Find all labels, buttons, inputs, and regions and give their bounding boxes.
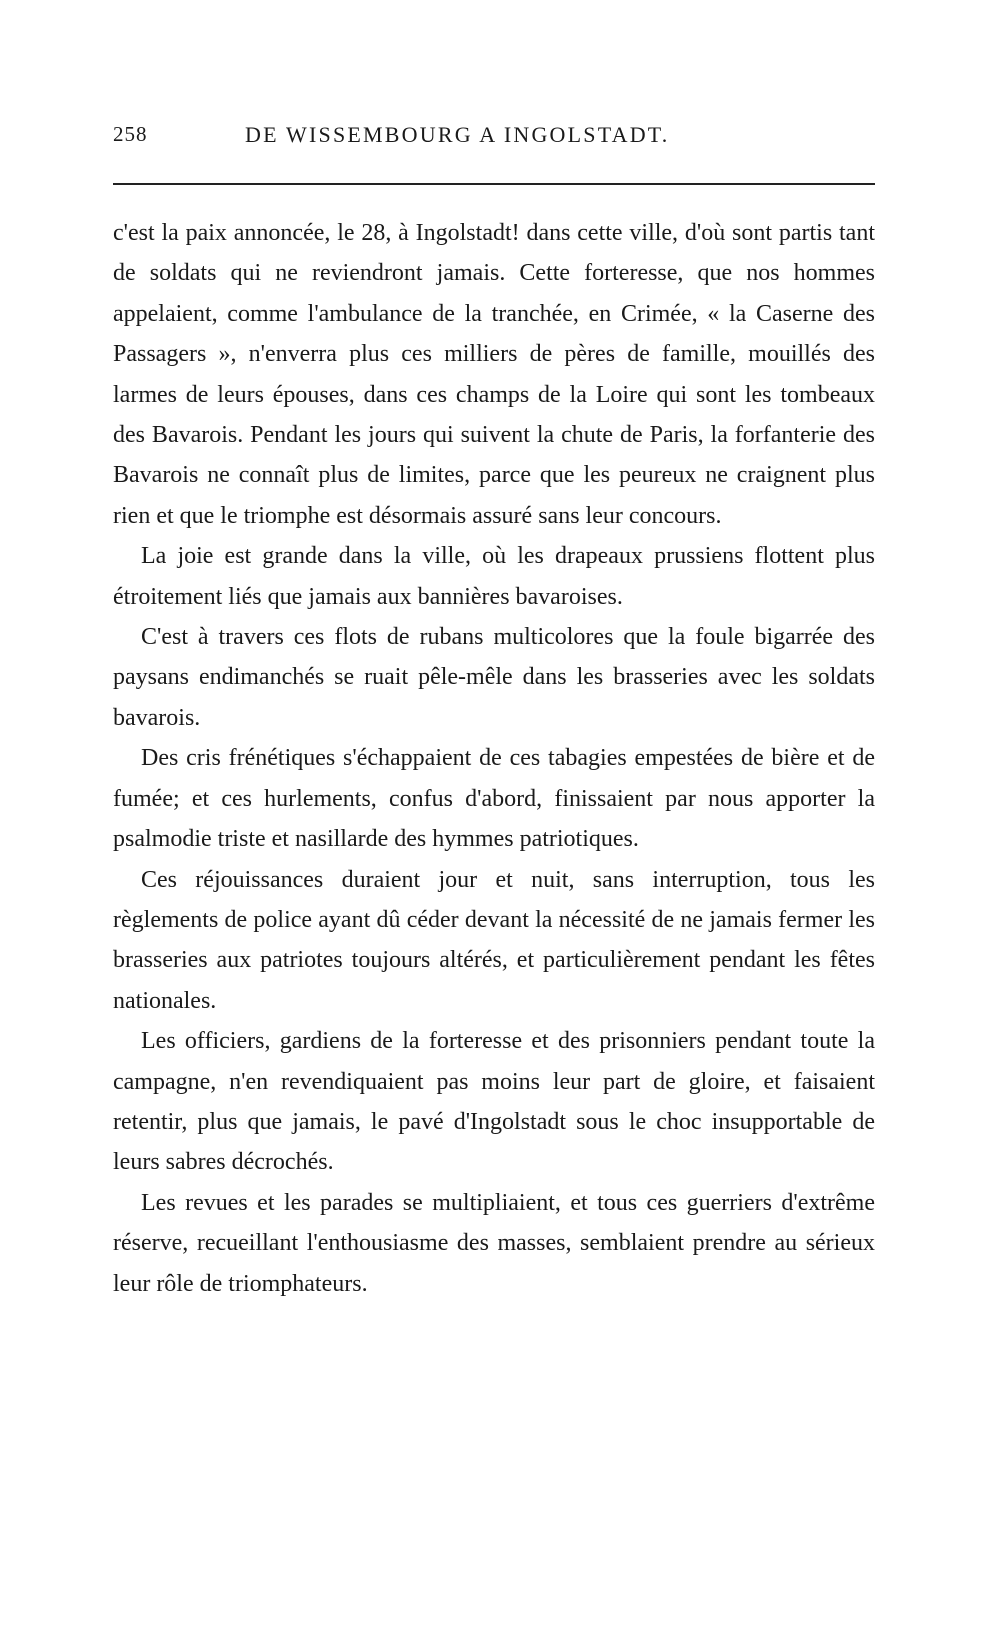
page-number: 258 bbox=[113, 122, 148, 146]
paragraph-2: La joie est grande dans la ville, où les drapeaux prussiens flottent plus étroitement liés que jamais aux bannières bavaroises. bbox=[113, 543, 875, 610]
paragraph-6: Les officiers, gardiens de la forteresse et des prisonniers pendant toute la campagne, n'en revendiquaient pas moins leur part de gloire, et faisaient retentir, plus que jamais, le pavé d'Ingolstadt sous le choc insupportable de leurs sabres décrochés. bbox=[113, 1028, 875, 1176]
body-text bbox=[113, 213, 875, 1304]
paragraph-7: Les revues et les parades se multipliaient, et tous ces guerriers d'extrême réserve, recueillant l'enthousiasme des masses, semblaient prendre au sérieux leur rôle de triomphateurs. bbox=[113, 1189, 875, 1297]
running-title: DE WISSEMBOURG A INGOLSTADT. bbox=[245, 122, 670, 147]
paragraph-4: Des cris frénétiques s'échappaient de ces tabagies empestées de bière et de fumée; et ces hurlements, confus d'abord, finissaient par nous apporter la psalmodie triste et nasillarde des hymmes patriotiques. bbox=[113, 745, 875, 853]
paragraph-3: C'est à travers ces flots de rubans multicolores que la foule bigarrée des paysans endimanchés se ruait pêle-mêle dans les brasseries avec les soldats bavarois. bbox=[113, 624, 875, 731]
paragraph-1: c'est la paix annoncée, le 28, à Ingolstadt! dans cette ville, d'où sont partis tant de soldats qui ne reviendront jamais. Cette forteresse, que nos hommes appelaient, comme l'ambulance de la tranchée, en Crimée, « la Caserne des Passagers », n'enverra plus ces milliers de pères de famille, mouillés des larmes de leurs épouses, dans ces champs de la Loire qui sont les tombeaux des Bavarois. Pendant les jours qui suivent la chute de Paris, la forfanterie des Bavarois ne connaît plus de limites, parce que les peureux ne craignent plus rien et que le triomphe est désormais assuré sans leur concours. bbox=[113, 220, 875, 529]
paragraph-5: Ces réjouissances duraient jour et nuit, sans interruption, tous les règlements de police ayant dû céder devant la nécessité de ne jamais fermer les brasseries aux patriotes toujours altérés, et particulièrement pendant les fêtes nationales. bbox=[113, 866, 875, 1014]
header-rule bbox=[113, 183, 875, 185]
page-header bbox=[113, 122, 873, 158]
